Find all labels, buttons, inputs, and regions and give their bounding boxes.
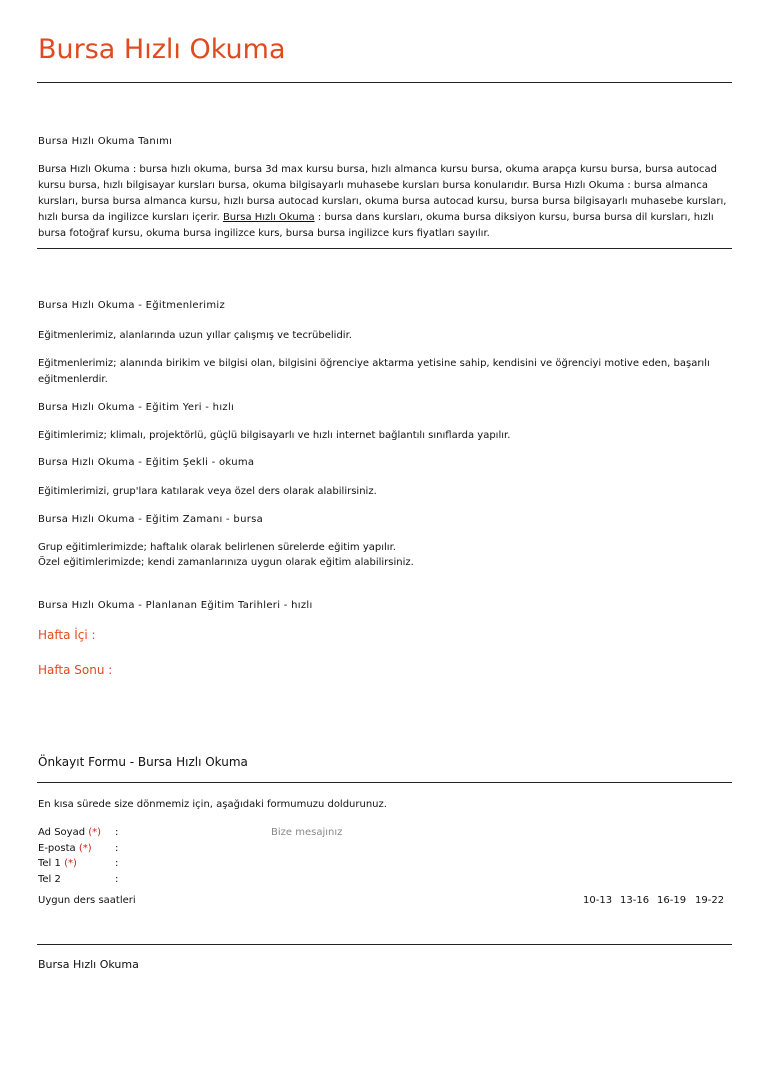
body-text: Eğitmenlerimiz; alanında birikim ve bilgisi olan, bilgisini öğrenciye aktarma yetisine sahip, kendisini ve öğrenciyi motive eden, başarılı eğitmenlerdir. — [38, 358, 710, 385]
field-colon: : — [115, 827, 119, 838]
email-field-label — [38, 842, 92, 856]
body-text: Özel eğitimlerimizde; kendi zamanlarınıza uygun olarak eğitim alabilirsiniz. — [38, 557, 414, 568]
time-slot-option[interactable]: 19-22 — [695, 895, 725, 906]
body-text: Eğitimlerimiz; klimalı, projektörlü, güçlü bilgisayarlı ve hızlı internet bağlantılı sınıflarda yapılır. — [38, 430, 511, 441]
page-title: Bursa Hızlı Okuma — [38, 34, 286, 65]
section-heading: Bursa Hızlı Okuma - Eğitim Zamanı - bursa — [38, 514, 264, 525]
divider — [37, 248, 732, 249]
required-marker: (*) — [88, 827, 102, 838]
divider — [37, 944, 732, 945]
hours-label: Uygun ders saatleri — [38, 895, 136, 906]
body-text: Eğitmenlerimiz, alanlarında uzun yıllar çalışmış ve tecrübelidir. — [38, 330, 352, 341]
name-field-label — [38, 826, 101, 840]
section-heading: Bursa Hızlı Okuma - Planlanan Eğitim Tarihleri - hızlı — [38, 600, 313, 611]
field-label: E-posta — [38, 843, 79, 854]
phone2-field-label — [38, 873, 61, 887]
paragraph-link[interactable]: Bursa Hızlı Okuma — [222, 212, 315, 223]
paragraph-text: : bursa dans kursları, okuma bursa diksiyon kursu, bursa bursa dil kursları, hızlı bursa fotoğraf kursu, okuma bursa ingilizce kurs, bursa bursa ingilizce kurs fiyatları sayılır. — [38, 212, 714, 239]
footer-title: Bursa Hızlı Okuma — [38, 958, 139, 971]
required-marker: (*) — [78, 843, 92, 854]
divider — [37, 82, 732, 83]
time-slot-option[interactable]: 10-13 — [583, 895, 613, 906]
field-label: Ad Soyad — [38, 827, 89, 838]
section-heading: Bursa Hızlı Okuma - Eğitim Şekli - okuma — [38, 457, 255, 468]
form-intro: En kısa sürede size dönmemiz için, aşağıdaki formumuzu doldurunuz. — [38, 799, 387, 810]
field-colon: : — [115, 858, 119, 869]
field-colon: : — [115, 843, 119, 854]
field-label: Tel 2 — [38, 874, 61, 885]
body-text: Eğitimlerimizi, grup'lara katılarak veya özel ders olarak alabilirsiniz. — [38, 486, 377, 497]
paragraph-text: Bursa Hızlı Okuma : bursa hızlı okuma, bursa 3d max kursu bursa, hızlı almanca kursu bursa, okuma arapça kursu bursa, bursa autocad kursu bursa, hızlı bilgisayar kursları bursa, okuma bilgisayarlı muhasebe kursları bursa konularıdır. Bursa Hızlı Okuma : bursa almanca kursları, bursa bursa almanca kursu, hızlı bursa autocad kursları, okuma bursa autocad kursu, bursa bursa bilgisayarlı muhasebe kursları, hızlı bursa da ingilizce kursları içerir. — [38, 164, 727, 223]
weekend-label: Hafta Sonu : — [38, 663, 113, 677]
required-marker: (*) — [64, 858, 77, 869]
intro-paragraph — [38, 162, 738, 242]
divider — [37, 782, 732, 783]
message-textarea[interactable]: Bize mesajınız — [271, 827, 343, 838]
section-heading: Bursa Hızlı Okuma Tanımı — [38, 136, 173, 147]
section-heading: Bursa Hızlı Okuma - Eğitmenlerimiz — [38, 300, 226, 311]
phone1-field-label — [38, 857, 77, 871]
field-label: Tel 1 — [38, 858, 65, 869]
time-slot-option[interactable]: 16-19 — [657, 895, 687, 906]
time-slot-option[interactable]: 13-16 — [620, 895, 650, 906]
weekday-label: Hafta İçi : — [38, 628, 96, 642]
form-title: Önkayıt Formu - Bursa Hızlı Okuma — [38, 755, 248, 769]
field-colon: : — [115, 874, 119, 885]
body-text: Grup eğitimlerimizde; haftalık olarak belirlenen sürelerde eğitim yapılır. — [38, 542, 396, 553]
section-heading: Bursa Hızlı Okuma - Eğitim Yeri - hızlı — [38, 402, 235, 413]
